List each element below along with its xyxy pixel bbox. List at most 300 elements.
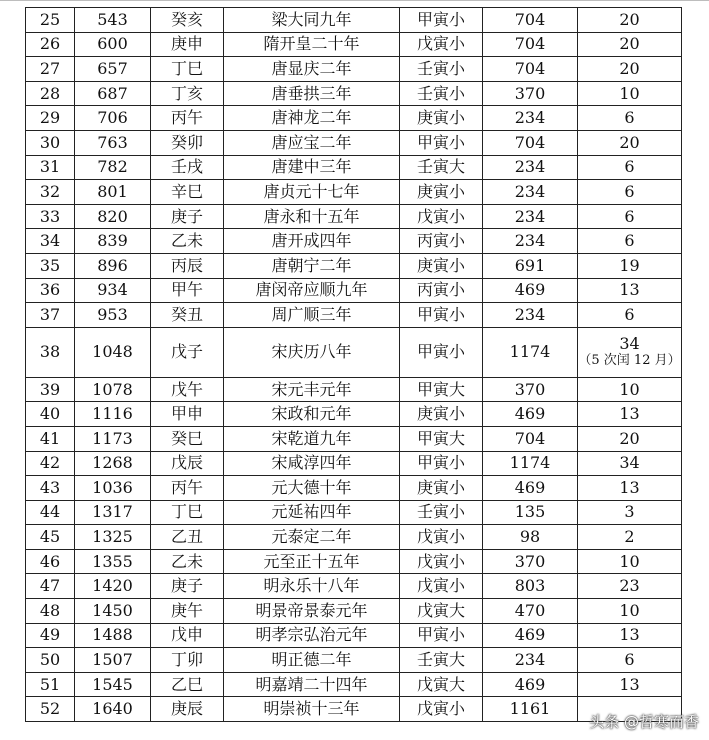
type-cell-text: 戊寅小 [416, 699, 465, 719]
year-cell-text: 1545 [92, 674, 133, 694]
type-cell-text: 戊寅小 [416, 551, 465, 571]
year-cell-text: 1048 [92, 342, 133, 362]
era-name-cell-text: 宋政和元年 [271, 404, 352, 424]
year-cell-text: 1317 [92, 502, 133, 522]
table-row [26, 253, 682, 278]
ganzhi-cell-text: 乙巳 [170, 674, 203, 694]
value-cell [483, 278, 578, 303]
ganzhi-cell-text: 丁巳 [170, 58, 203, 78]
era-name-cell-text: 元泰定二年 [271, 527, 352, 547]
era-name-cell [224, 402, 400, 427]
row-number-cell [26, 549, 75, 574]
era-name-cell [224, 106, 400, 131]
ganzhi-cell [151, 451, 224, 476]
value-cell-text: 1174 [509, 342, 551, 362]
table-row [26, 130, 682, 155]
count-cell-text: 13 [619, 404, 640, 424]
row-number-cell [26, 476, 75, 501]
count-cell [578, 81, 682, 106]
ganzhi-cell [151, 8, 224, 33]
value-cell [483, 32, 578, 57]
value-cell-text: 469 [514, 477, 546, 497]
row-number-cell [26, 623, 75, 648]
table-row [26, 451, 682, 476]
ganzhi-cell [151, 648, 224, 673]
year-cell-text: 1116 [92, 404, 133, 424]
row-number-cell-text: 25 [39, 9, 61, 29]
row-number-cell [26, 180, 75, 205]
type-cell [400, 180, 483, 205]
era-name-cell [224, 32, 400, 57]
ganzhi-cell [151, 32, 224, 57]
table-row [26, 155, 682, 180]
ganzhi-cell-text: 庚午 [170, 600, 203, 620]
ganzhi-cell [151, 549, 224, 574]
ganzhi-cell-text: 甲申 [170, 404, 203, 424]
ganzhi-cell-text: 辛巳 [170, 181, 203, 201]
year-cell [75, 130, 151, 155]
type-cell [400, 81, 483, 106]
era-name-cell-text: 唐闵帝应顺九年 [255, 280, 368, 300]
type-cell-text: 戊寅大 [416, 600, 465, 620]
value-cell [483, 599, 578, 624]
value-cell-text: 1174 [509, 453, 551, 473]
row-number-cell-text: 34 [39, 231, 61, 251]
type-cell-text: 甲寅小 [416, 132, 465, 152]
row-number-cell [26, 672, 75, 697]
type-cell [400, 623, 483, 648]
value-cell [483, 402, 578, 427]
type-cell [400, 476, 483, 501]
type-cell [400, 278, 483, 303]
count-cell [578, 278, 682, 303]
ganzhi-cell-text: 癸巳 [170, 428, 203, 448]
era-name-cell-text: 宋乾道九年 [271, 428, 352, 448]
value-cell-text: 234 [514, 304, 546, 324]
table-row [26, 32, 682, 57]
era-name-cell [224, 451, 400, 476]
ganzhi-cell [151, 106, 224, 131]
value-cell [483, 426, 578, 451]
value-cell [483, 57, 578, 82]
count-cell-text: 34 [619, 453, 640, 473]
ganzhi-cell-text: 乙未 [170, 231, 203, 251]
count-cell [578, 599, 682, 624]
type-cell [400, 599, 483, 624]
era-name-cell [224, 426, 400, 451]
value-cell [483, 155, 578, 180]
year-cell [75, 253, 151, 278]
type-cell [400, 106, 483, 131]
value-cell [483, 623, 578, 648]
row-number-cell [26, 32, 75, 57]
ganzhi-cell-text: 戊子 [170, 342, 203, 362]
type-cell [400, 303, 483, 328]
row-number-cell-text: 40 [39, 404, 61, 424]
value-cell [483, 697, 578, 722]
value-cell [483, 8, 578, 33]
count-cell-text: 10 [619, 600, 640, 620]
row-number-cell-text: 36 [39, 280, 61, 300]
era-name-cell-text: 唐显庆二年 [271, 58, 352, 78]
count-cell-text: 23 [619, 576, 640, 596]
value-cell-text: 370 [514, 379, 546, 399]
era-name-cell [224, 229, 400, 254]
year-cell-text: 934 [97, 280, 128, 300]
table-row [26, 697, 682, 722]
type-cell [400, 574, 483, 599]
ganzhi-cell-text: 丙午 [170, 108, 203, 128]
count-cell [578, 648, 682, 673]
table-row [26, 525, 682, 550]
table-row [26, 8, 682, 33]
row-number-cell [26, 253, 75, 278]
count-cell-text: 34 [619, 334, 640, 354]
type-cell [400, 8, 483, 33]
count-cell [578, 623, 682, 648]
type-cell-text: 戊寅小 [416, 206, 465, 226]
ganzhi-cell [151, 57, 224, 82]
year-cell-text: 1450 [92, 600, 133, 620]
era-name-cell [224, 57, 400, 82]
ganzhi-cell [151, 155, 224, 180]
era-name-cell-text: 唐建中三年 [271, 157, 352, 177]
count-cell [578, 476, 682, 501]
count-cell-text: 20 [619, 34, 640, 54]
type-cell-text: 甲寅大 [416, 379, 465, 399]
year-cell-text: 1640 [92, 699, 133, 719]
table-row [26, 648, 682, 673]
count-cell-text: 10 [619, 551, 640, 571]
year-cell-text: 763 [97, 132, 128, 152]
year-cell-text: 687 [97, 83, 128, 103]
table-row [26, 327, 682, 377]
year-cell [75, 476, 151, 501]
value-cell [483, 500, 578, 525]
ganzhi-cell [151, 327, 224, 377]
type-cell-text: 甲寅小 [416, 625, 465, 645]
value-cell-text: 704 [514, 9, 546, 29]
ganzhi-cell [151, 623, 224, 648]
year-cell [75, 303, 151, 328]
row-number-cell [26, 81, 75, 106]
year-cell [75, 697, 151, 722]
count-cell-text: 6 [624, 181, 635, 201]
year-cell [75, 623, 151, 648]
ganzhi-cell-text: 癸卯 [170, 132, 203, 152]
era-name-cell [224, 303, 400, 328]
value-cell-text: 469 [514, 625, 546, 645]
era-name-cell [224, 623, 400, 648]
ganzhi-cell-text: 丁卯 [170, 650, 203, 670]
era-name-cell [224, 81, 400, 106]
type-cell-text: 戊寅小 [416, 527, 465, 547]
top-edge-line [0, 0, 709, 1]
count-cell [578, 549, 682, 574]
row-number-cell-text: 32 [39, 181, 61, 201]
row-number-cell-text: 52 [39, 699, 61, 719]
row-number-cell [26, 106, 75, 131]
row-number-cell [26, 402, 75, 427]
year-cell-text: 1355 [92, 551, 133, 571]
year-cell-text: 657 [97, 58, 128, 78]
year-cell [75, 8, 151, 33]
table-row [26, 623, 682, 648]
type-cell [400, 377, 483, 402]
era-name-cell [224, 697, 400, 722]
ganzhi-cell [151, 402, 224, 427]
year-cell [75, 32, 151, 57]
era-name-cell [224, 8, 400, 33]
row-number-cell-text: 28 [39, 83, 61, 103]
value-cell-text: 704 [514, 428, 546, 448]
year-cell-text: 543 [97, 9, 128, 29]
count-cell [578, 130, 682, 155]
value-cell [483, 525, 578, 550]
count-cell-text: 20 [619, 9, 640, 29]
count-cell-text: 2 [624, 527, 635, 547]
era-name-cell-text: 宋元丰元年 [271, 379, 352, 399]
value-cell-text: 704 [514, 132, 546, 152]
ganzhi-cell-text: 庚辰 [170, 699, 203, 719]
type-cell-text: 甲寅小 [416, 304, 465, 324]
row-number-cell-text: 38 [39, 342, 61, 362]
value-cell [483, 303, 578, 328]
type-cell-text: 丙寅小 [416, 231, 465, 251]
value-cell-text: 469 [514, 404, 546, 424]
value-cell-text: 469 [514, 280, 546, 300]
type-cell [400, 130, 483, 155]
era-name-cell-text: 隋开皇二十年 [263, 34, 360, 54]
year-cell-text: 1036 [92, 477, 133, 497]
row-number-cell-text: 37 [39, 304, 61, 324]
value-cell [483, 253, 578, 278]
value-cell-text: 704 [514, 34, 546, 54]
row-number-cell [26, 599, 75, 624]
type-cell-text: 丙寅小 [416, 280, 465, 300]
year-cell-text: 1325 [92, 527, 133, 547]
type-cell-text: 戊寅大 [416, 674, 465, 694]
type-cell [400, 500, 483, 525]
row-number-cell-text: 31 [39, 157, 61, 177]
type-cell-text: 甲寅小 [416, 342, 465, 362]
type-cell-text: 甲寅小 [416, 453, 465, 473]
type-cell-text: 壬寅小 [416, 58, 465, 78]
year-cell-text: 706 [97, 108, 128, 128]
table-row [26, 549, 682, 574]
value-cell-text: 234 [514, 206, 546, 226]
era-name-cell-text: 明景帝景泰元年 [255, 600, 368, 620]
ganzhi-cell-text: 戊申 [170, 625, 203, 645]
year-cell [75, 402, 151, 427]
count-cell [578, 253, 682, 278]
type-cell-text: 戊寅小 [416, 34, 465, 54]
type-cell [400, 402, 483, 427]
ganzhi-cell-text: 戊午 [170, 379, 203, 399]
year-cell-text: 1420 [92, 576, 133, 596]
year-cell [75, 500, 151, 525]
value-cell-text: 803 [514, 576, 546, 596]
type-cell-text: 庚寅小 [416, 404, 465, 424]
era-name-cell-text: 唐永和十五年 [263, 206, 360, 226]
value-cell [483, 180, 578, 205]
era-name-cell-text: 唐应宝二年 [271, 132, 352, 152]
value-cell [483, 106, 578, 131]
year-cell-text: 820 [97, 206, 128, 226]
table-row [26, 377, 682, 402]
count-cell [578, 327, 682, 377]
year-cell [75, 574, 151, 599]
count-cell [578, 377, 682, 402]
ganzhi-cell-text: 丁巳 [170, 502, 203, 522]
row-number-cell [26, 204, 75, 229]
row-number-cell-text: 39 [39, 379, 61, 399]
ganzhi-cell-text: 癸丑 [170, 304, 203, 324]
table-row [26, 476, 682, 501]
era-name-cell [224, 327, 400, 377]
count-cell [578, 525, 682, 550]
era-name-cell [224, 155, 400, 180]
type-cell [400, 697, 483, 722]
count-cell-text: 6 [624, 304, 635, 324]
era-name-cell-text: 元延祐四年 [271, 502, 352, 522]
row-number-cell [26, 278, 75, 303]
value-cell-text: 135 [514, 502, 546, 522]
era-name-cell [224, 574, 400, 599]
count-cell [578, 32, 682, 57]
watermark: 头条 @哲寒而香 [589, 713, 699, 731]
ganzhi-cell-text: 乙丑 [170, 527, 203, 547]
year-cell-text: 782 [97, 157, 128, 177]
era-name-cell-text: 唐朝宁二年 [271, 255, 352, 275]
type-cell [400, 525, 483, 550]
row-number-cell-text: 43 [39, 477, 61, 497]
year-cell [75, 106, 151, 131]
table-row [26, 204, 682, 229]
row-number-cell-text: 49 [39, 625, 61, 645]
count-cell-text: 13 [619, 674, 640, 694]
count-cell [578, 402, 682, 427]
ganzhi-cell [151, 253, 224, 278]
value-cell-text: 469 [514, 674, 546, 694]
ganzhi-cell-text: 庚子 [170, 206, 203, 226]
type-cell [400, 451, 483, 476]
era-name-cell-text: 明崇祯十三年 [263, 699, 360, 719]
era-name-cell-text: 周广顺三年 [271, 304, 352, 324]
value-cell [483, 229, 578, 254]
row-number-cell [26, 574, 75, 599]
table-row [26, 81, 682, 106]
ganzhi-cell [151, 130, 224, 155]
count-cell [578, 57, 682, 82]
ganzhi-cell [151, 525, 224, 550]
era-name-cell [224, 672, 400, 697]
era-name-cell [224, 525, 400, 550]
ganzhi-cell-text: 戊辰 [170, 453, 203, 473]
year-cell [75, 599, 151, 624]
count-cell-text: 13 [619, 625, 640, 645]
count-cell-text: 19 [619, 255, 640, 275]
value-cell-text: 370 [514, 83, 546, 103]
row-number-cell [26, 8, 75, 33]
value-cell [483, 574, 578, 599]
ganzhi-cell [151, 303, 224, 328]
type-cell [400, 672, 483, 697]
row-number-cell [26, 303, 75, 328]
year-cell-text: 1268 [92, 453, 133, 473]
era-name-cell [224, 278, 400, 303]
value-cell-text: 234 [514, 157, 546, 177]
row-number-cell-text: 35 [39, 255, 61, 275]
type-cell-text: 壬寅小 [416, 502, 465, 522]
row-number-cell-text: 27 [39, 58, 61, 78]
row-number-cell-text: 48 [39, 600, 61, 620]
data-table [25, 7, 682, 722]
row-number-cell [26, 525, 75, 550]
type-cell [400, 426, 483, 451]
year-cell-text: 600 [97, 34, 128, 54]
year-cell [75, 549, 151, 574]
era-name-cell-text: 宋咸淳四年 [271, 453, 352, 473]
table-row [26, 672, 682, 697]
ganzhi-cell [151, 377, 224, 402]
era-name-cell [224, 377, 400, 402]
row-number-cell-text: 29 [39, 108, 61, 128]
value-cell-text: 704 [514, 58, 546, 78]
row-number-cell [26, 377, 75, 402]
year-cell [75, 81, 151, 106]
row-number-cell-text: 46 [39, 551, 61, 571]
ganzhi-cell-text: 壬戌 [170, 157, 203, 177]
count-cell-text: 13 [619, 280, 640, 300]
row-number-cell [26, 130, 75, 155]
year-cell [75, 57, 151, 82]
era-name-cell-text: 唐贞元十七年 [263, 181, 360, 201]
year-cell [75, 204, 151, 229]
year-cell [75, 451, 151, 476]
era-name-cell-text: 明孝宗弘治元年 [255, 625, 368, 645]
table-row [26, 426, 682, 451]
year-cell [75, 327, 151, 377]
table-row [26, 106, 682, 131]
value-cell-text: 370 [514, 551, 546, 571]
year-cell [75, 648, 151, 673]
table-row [26, 278, 682, 303]
type-cell-text: 壬寅小 [416, 83, 465, 103]
era-name-cell-text: 元大德十年 [271, 477, 352, 497]
type-cell-text: 庚寅小 [416, 477, 465, 497]
table-row [26, 402, 682, 427]
year-cell-text: 953 [97, 304, 128, 324]
type-cell [400, 57, 483, 82]
table-row [26, 599, 682, 624]
type-cell-text: 庚寅小 [416, 255, 465, 275]
leap-month-note: （5 次闰 12 月） [578, 353, 681, 369]
era-name-cell [224, 500, 400, 525]
era-name-cell [224, 204, 400, 229]
row-number-cell [26, 648, 75, 673]
type-cell-text: 庚寅小 [416, 108, 465, 128]
count-cell [578, 500, 682, 525]
row-number-cell [26, 155, 75, 180]
ganzhi-cell [151, 204, 224, 229]
era-name-cell-text: 明永乐十八年 [263, 576, 360, 596]
ganzhi-cell [151, 697, 224, 722]
ganzhi-cell-text: 甲午 [170, 280, 203, 300]
ganzhi-cell-text: 丙午 [170, 477, 203, 497]
year-cell [75, 672, 151, 697]
era-name-cell-text: 唐开成四年 [271, 231, 352, 251]
